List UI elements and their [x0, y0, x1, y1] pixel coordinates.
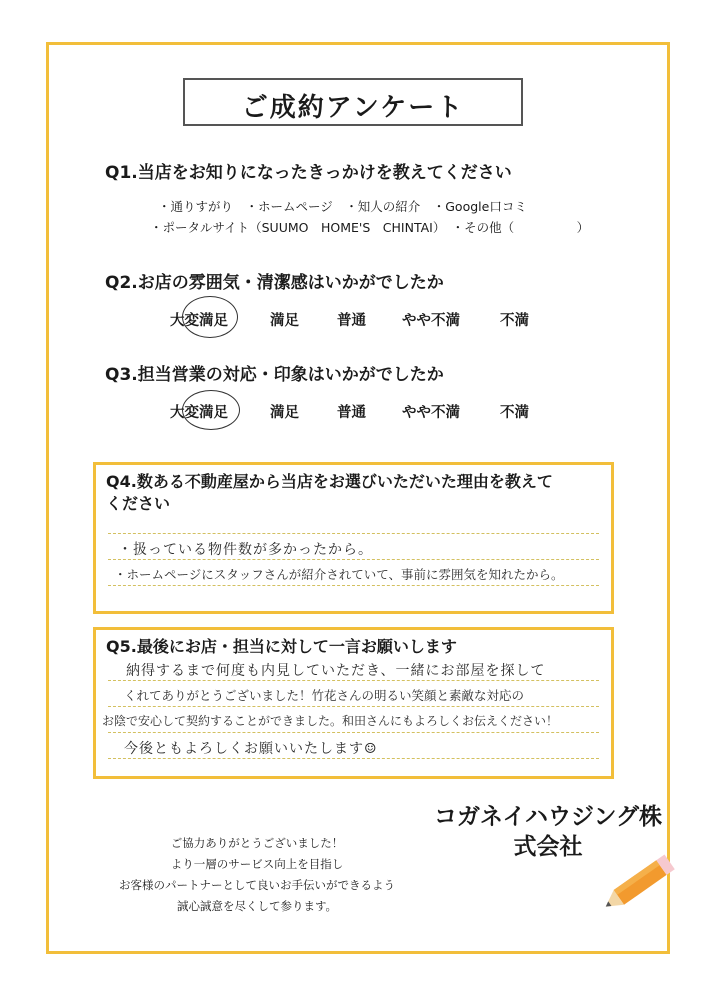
company-name-line1: コガネイハウジング株 [433, 804, 663, 830]
q2-rating-neutral[interactable]: 普通 [337, 313, 366, 329]
q4-question-line1: Q4.数ある不動産屋から当店をお選びいただいた理由を教えて [106, 472, 553, 491]
q1-options-row2: ・ポータルサイト（SUUMO HOME'S CHINTAI） ・その他（ ） [150, 220, 590, 235]
q2-rating-satisfied[interactable]: 満足 [270, 313, 299, 329]
q2-rating-very-satisfied[interactable]: 大変満足 [170, 313, 228, 329]
q2-rating-dissatisfied[interactable]: 不満 [500, 313, 529, 329]
q3-rating-neutral[interactable]: 普通 [337, 405, 366, 421]
dotted-rule [108, 706, 599, 707]
q3-rating-somewhat-dissatisfied[interactable]: やや不満 [402, 405, 460, 421]
dotted-rule [108, 758, 599, 759]
q3-selection-circle [182, 390, 240, 430]
dotted-rule [108, 732, 599, 733]
q1-question: Q1.当店をお知りになったきっかけを教えてください [105, 163, 512, 183]
title-box [183, 78, 523, 126]
q3-rating-satisfied[interactable]: 満足 [270, 405, 299, 421]
q3-rating-very-satisfied[interactable]: 大変満足 [170, 405, 228, 421]
q5-answer-line4: 今後ともよろしくお願いいたします☺ [124, 741, 378, 757]
q5-answer-line2: くれてありがとうございました！竹花さんの明るい笑顔と素敵な対応の [124, 688, 525, 703]
q4-question-line2: ください [106, 494, 171, 513]
q1-options-row1: ・通りすがり ・ホームページ ・知人の紹介 ・Google口コミ [158, 199, 527, 214]
thanks-line: ご協力ありがとうございました！ [170, 836, 344, 850]
thanks-line: 誠心誠意を尽くして参ります。 [176, 899, 338, 913]
thanks-line: より一層のサービス向上を目指し [170, 857, 344, 871]
pencil-icon [604, 846, 684, 916]
q2-selection-circle [182, 296, 238, 338]
dotted-rule [108, 559, 599, 560]
q4-answer-1: ・扱っている物件数が多かったから。 [118, 542, 373, 558]
q5-answer-line1: 納得するまで何度も内見していただき、一緒にお部屋を探して [126, 663, 546, 679]
q5-answer-line3: お陰で安心して契約することができました。和田さんにもよろしくお伝えください！ [102, 714, 559, 728]
q3-rating-dissatisfied[interactable]: 不満 [500, 405, 529, 421]
dotted-rule [108, 680, 599, 681]
dotted-rule [108, 533, 599, 534]
q4-answer-box [93, 462, 614, 614]
q4-answer-2: ・ホームページにスタッフさんが紹介されていて、事前に雰囲気を知れたから。 [114, 567, 564, 582]
thanks-message [112, 833, 402, 917]
q3-question: Q3.担当営業の対応・印象はいかがでしたか [105, 365, 444, 385]
thanks-line: お客様のパートナーとして良いお手伝いができるよう [119, 878, 395, 892]
q2-question: Q2.お店の雰囲気・清潔感はいかがでしたか [105, 273, 444, 293]
q2-rating-somewhat-dissatisfied[interactable]: やや不満 [402, 313, 460, 329]
q5-answer-box [93, 627, 614, 779]
q5-question: Q5.最後にお店・担当に対して一言お願いします [106, 637, 457, 656]
company-name-line2: 式会社 [513, 834, 583, 860]
dotted-rule [108, 585, 599, 586]
page-title: ご成約アンケート [241, 93, 465, 123]
